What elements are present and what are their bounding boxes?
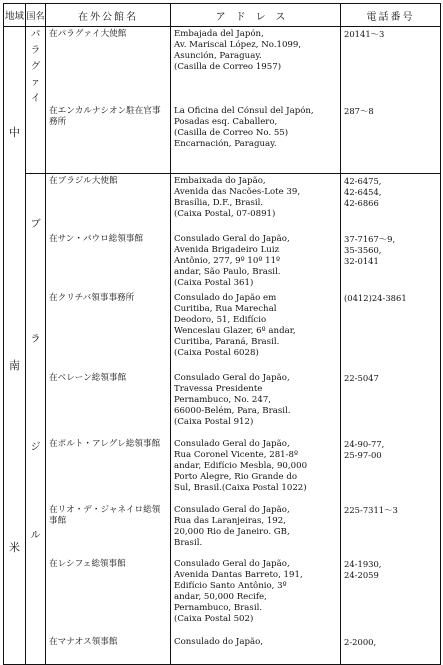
address: Consulado Geral do Japão, Avenida Dantas Barreto, 191, Edifício Santo Antônio, 3º andar, 50,000 Recife, Pernambuco, Brasil. (Caixa Postal 502) xyxy=(171,557,341,635)
region-char-1: 中 xyxy=(9,126,20,139)
address: Consulado Geral do Japão, Avenida Brigadeiro Luiz Antônio, 277, 9º 10º 11º andar, São Paulo, Brasil. (Caixa Postal 361) xyxy=(171,232,341,291)
header-office: 在外公館名 xyxy=(46,4,171,27)
table-row xyxy=(4,503,441,557)
country-brazil-char: ラ xyxy=(30,334,41,345)
table-row xyxy=(4,437,441,503)
country-brazil-char: ル xyxy=(30,530,41,541)
address: Consulado do Japão em Curitiba, Rua Marechal Deodoro, 51, Edifício Wenceslau Glazer, 6º andar, Curitiba, Paraná, Brasil. (Caixa Postal 6028) xyxy=(171,291,341,371)
header-phone: 電話番号 xyxy=(341,4,441,27)
phone-number: 22-5047 xyxy=(341,371,441,437)
office-name: 在エンカルナシオン駐在官事務所 xyxy=(46,104,171,174)
office-name: 在ブラジル大使館 xyxy=(46,174,171,232)
table-row xyxy=(4,104,441,174)
office-name: 在サン・パウロ総領事館 xyxy=(46,232,171,291)
country-cell-paraguay xyxy=(26,27,46,174)
region-char-3: 米 xyxy=(9,541,20,554)
phone-number: 20141～3 xyxy=(341,27,441,104)
office-name: 在レシフェ総領事館 xyxy=(46,557,171,635)
address: Embaixada do Japão, Avenida das Nacões-Lote 39, Brasília, D.F., Brasil. (Caixa Postal, 07-0891) xyxy=(171,174,341,232)
table-row xyxy=(4,635,441,665)
address: Consulado do Japão, xyxy=(171,635,341,665)
office-name: 在リオ・デ・ジャネイロ総領事館 xyxy=(46,503,171,557)
table-row xyxy=(4,232,441,291)
header-country: 国名 xyxy=(26,4,46,27)
address: Consulado Geral do Japão, Rua Coronel Vicente, 281-8º andar, Edifício Mesbla, 90,000 Porto Alegre, Rio Grande do Sul, Brasil.(Caixa Postal 1022) xyxy=(171,437,341,503)
office-name: 在ポルト・アレグレ総領事館 xyxy=(46,437,171,503)
country-brazil-char: ジ xyxy=(30,442,41,453)
country-brazil-char-1 xyxy=(26,174,45,664)
country-paraguay: パラグァイ xyxy=(30,29,41,104)
table-row xyxy=(4,27,441,104)
table-row xyxy=(4,174,441,232)
table-header-row xyxy=(4,4,441,27)
phone-number: (0412)24-3861 xyxy=(341,291,441,371)
phone-number: 24-90-77, 25-97-00 xyxy=(341,437,441,503)
country-brazil-char: ブ xyxy=(30,219,41,230)
address: La Oficina del Cónsul del Japón, Posadas esq. Caballero, (Casilla de Correo No. 55) Encarnación, Paraguay. xyxy=(171,104,341,174)
region-char-2: 南 xyxy=(9,359,20,372)
phone-number: 2-2000, xyxy=(341,635,441,665)
office-name: 在マナオス領事館 xyxy=(46,635,171,665)
address: Consulado Geral do Japão, Rua das Laranjeiras, 192, 20,000 Rio de Janeiro. GB, Brasil. xyxy=(171,503,341,557)
table-row xyxy=(4,371,441,437)
phone-number: 287～8 xyxy=(341,104,441,174)
office-name: 在クリチバ領事事務所 xyxy=(46,291,171,371)
table-row xyxy=(4,291,441,371)
country-cell-brazil xyxy=(26,174,46,665)
phone-number: 42-6475, 42-6454, 42-6866 xyxy=(341,174,441,232)
phone-number: 37-7167～9, 35-3560, 32-0141 xyxy=(341,232,441,291)
embassy-directory-table xyxy=(3,3,441,665)
table-row xyxy=(4,557,441,635)
address: Embajada del Japón, Av. Mariscal López, No.1099, Asunción, Paraguay. (Casilla de Correo 1957) xyxy=(171,27,341,104)
address: Consulado Geral do Japão, Travessa Presidente Pernambuco, No. 247, 66000-Belém, Para, Brasil. (Caixa Postal 912) xyxy=(171,371,341,437)
header-address: アドレス xyxy=(171,4,341,27)
header-region: 地域 xyxy=(4,4,26,27)
phone-number: 225-7311～3 xyxy=(341,503,441,557)
phone-number: 24-1930, 24-2059 xyxy=(341,557,441,635)
region-cell xyxy=(4,27,26,665)
office-name: 在ベレーン総領事館 xyxy=(46,371,171,437)
office-name: 在パラグァイ大使館 xyxy=(46,27,171,104)
